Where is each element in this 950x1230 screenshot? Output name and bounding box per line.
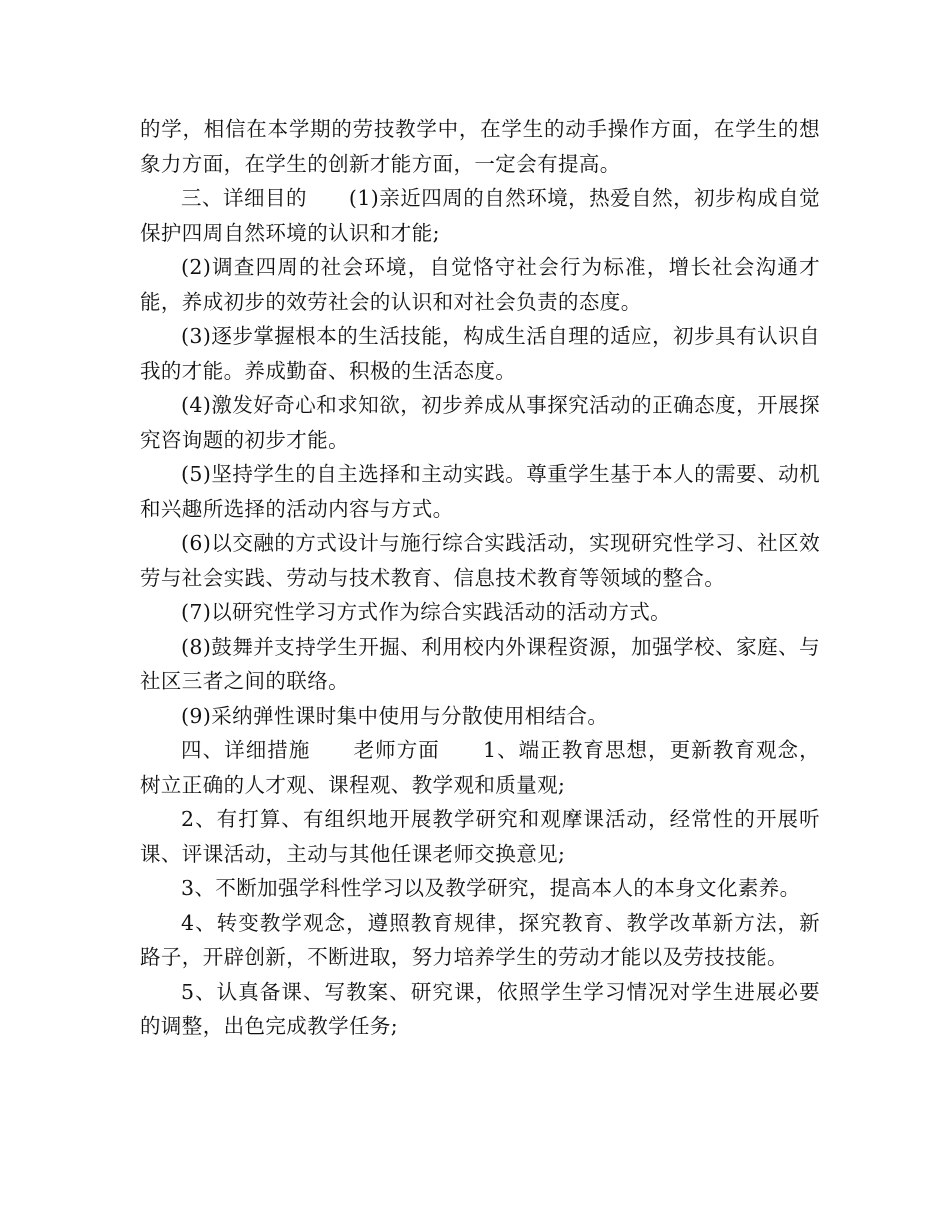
paragraph-goal-6: (6)以交融的方式设计与施行综合实践活动，实现研究性学习、社区效劳与社会实践、劳动与技术教育、信息技术教育等领域的整合。 <box>140 531 820 590</box>
paragraph-measure-3: 3、不断加强学科性学习以及教学研究，提高本人的本身文化素养。 <box>181 876 801 900</box>
paragraph-section-four-measures: 四、详细措施 老师方面 1、端正教育思想，更新教育观念，树立正确的人才观、课程观、教学观和质量观; <box>140 738 820 797</box>
paragraph-measure-5: 5、认真备课、写教案、研究课，依照学生学习情况对学生进展必要的调整，出色完成教学任务; <box>140 979 820 1038</box>
paragraph-measure-4: 4、转变教学观念，遵照教育规律，探究教育、教学改革新方法，新路子，开辟创新，不断进取，努力培养学生的劳动才能以及劳技技能。 <box>140 910 820 969</box>
paragraph-goal-2: (2)调查四周的社会环境，自觉恪守社会行为标准，增长社会沟通才能，养成初步的效劳社会的认识和对社会负责的态度。 <box>140 255 820 314</box>
paragraph-continuation: 的学，相信在本学期的劳技教学中，在学生的动手操作方面，在学生的想象力方面，在学生的创新才能方面，一定会有提高。 <box>140 117 820 176</box>
paragraph-goal-9: (9)采纳弹性课时集中使用与分散使用相结合。 <box>181 703 609 728</box>
paragraph-goal-8: (8)鼓舞并支持学生开掘、利用校内外课程资源，加强学校、家庭、与社区三者之间的联络。 <box>140 634 820 693</box>
paragraph-goal-7: (7)以研究性学习方式作为综合实践活动的活动方式。 <box>181 600 672 624</box>
paragraph-measure-2: 2、有打算、有组织地开展教学研究和观摩课活动，经常性的开展听课、评课活动，主动与其他任课老师交换意见; <box>140 807 820 866</box>
paragraph-goal-4: (4)激发好奇心和求知欲，初步养成从事探究活动的正确态度，开展探究咨询题的初步才能。 <box>140 393 820 452</box>
paragraph-goal-3: (3)逐步掌握根本的生活技能，构成生活自理的适应，初步具有认识自我的才能。养成勤奋、积极的生活态度。 <box>140 324 820 383</box>
document-body <box>140 112 820 1044</box>
paragraph-goal-5: (5)坚持学生的自主选择和主动实践。尊重学生基于本人的需要、动机和兴趣所选择的活动内容与方式。 <box>140 462 820 521</box>
paragraph-section-three-goals: 三、详细目的 (1)亲近四周的自然环境，热爱自然，初步构成自觉保护四周自然环境的认识和才能; <box>140 186 820 245</box>
